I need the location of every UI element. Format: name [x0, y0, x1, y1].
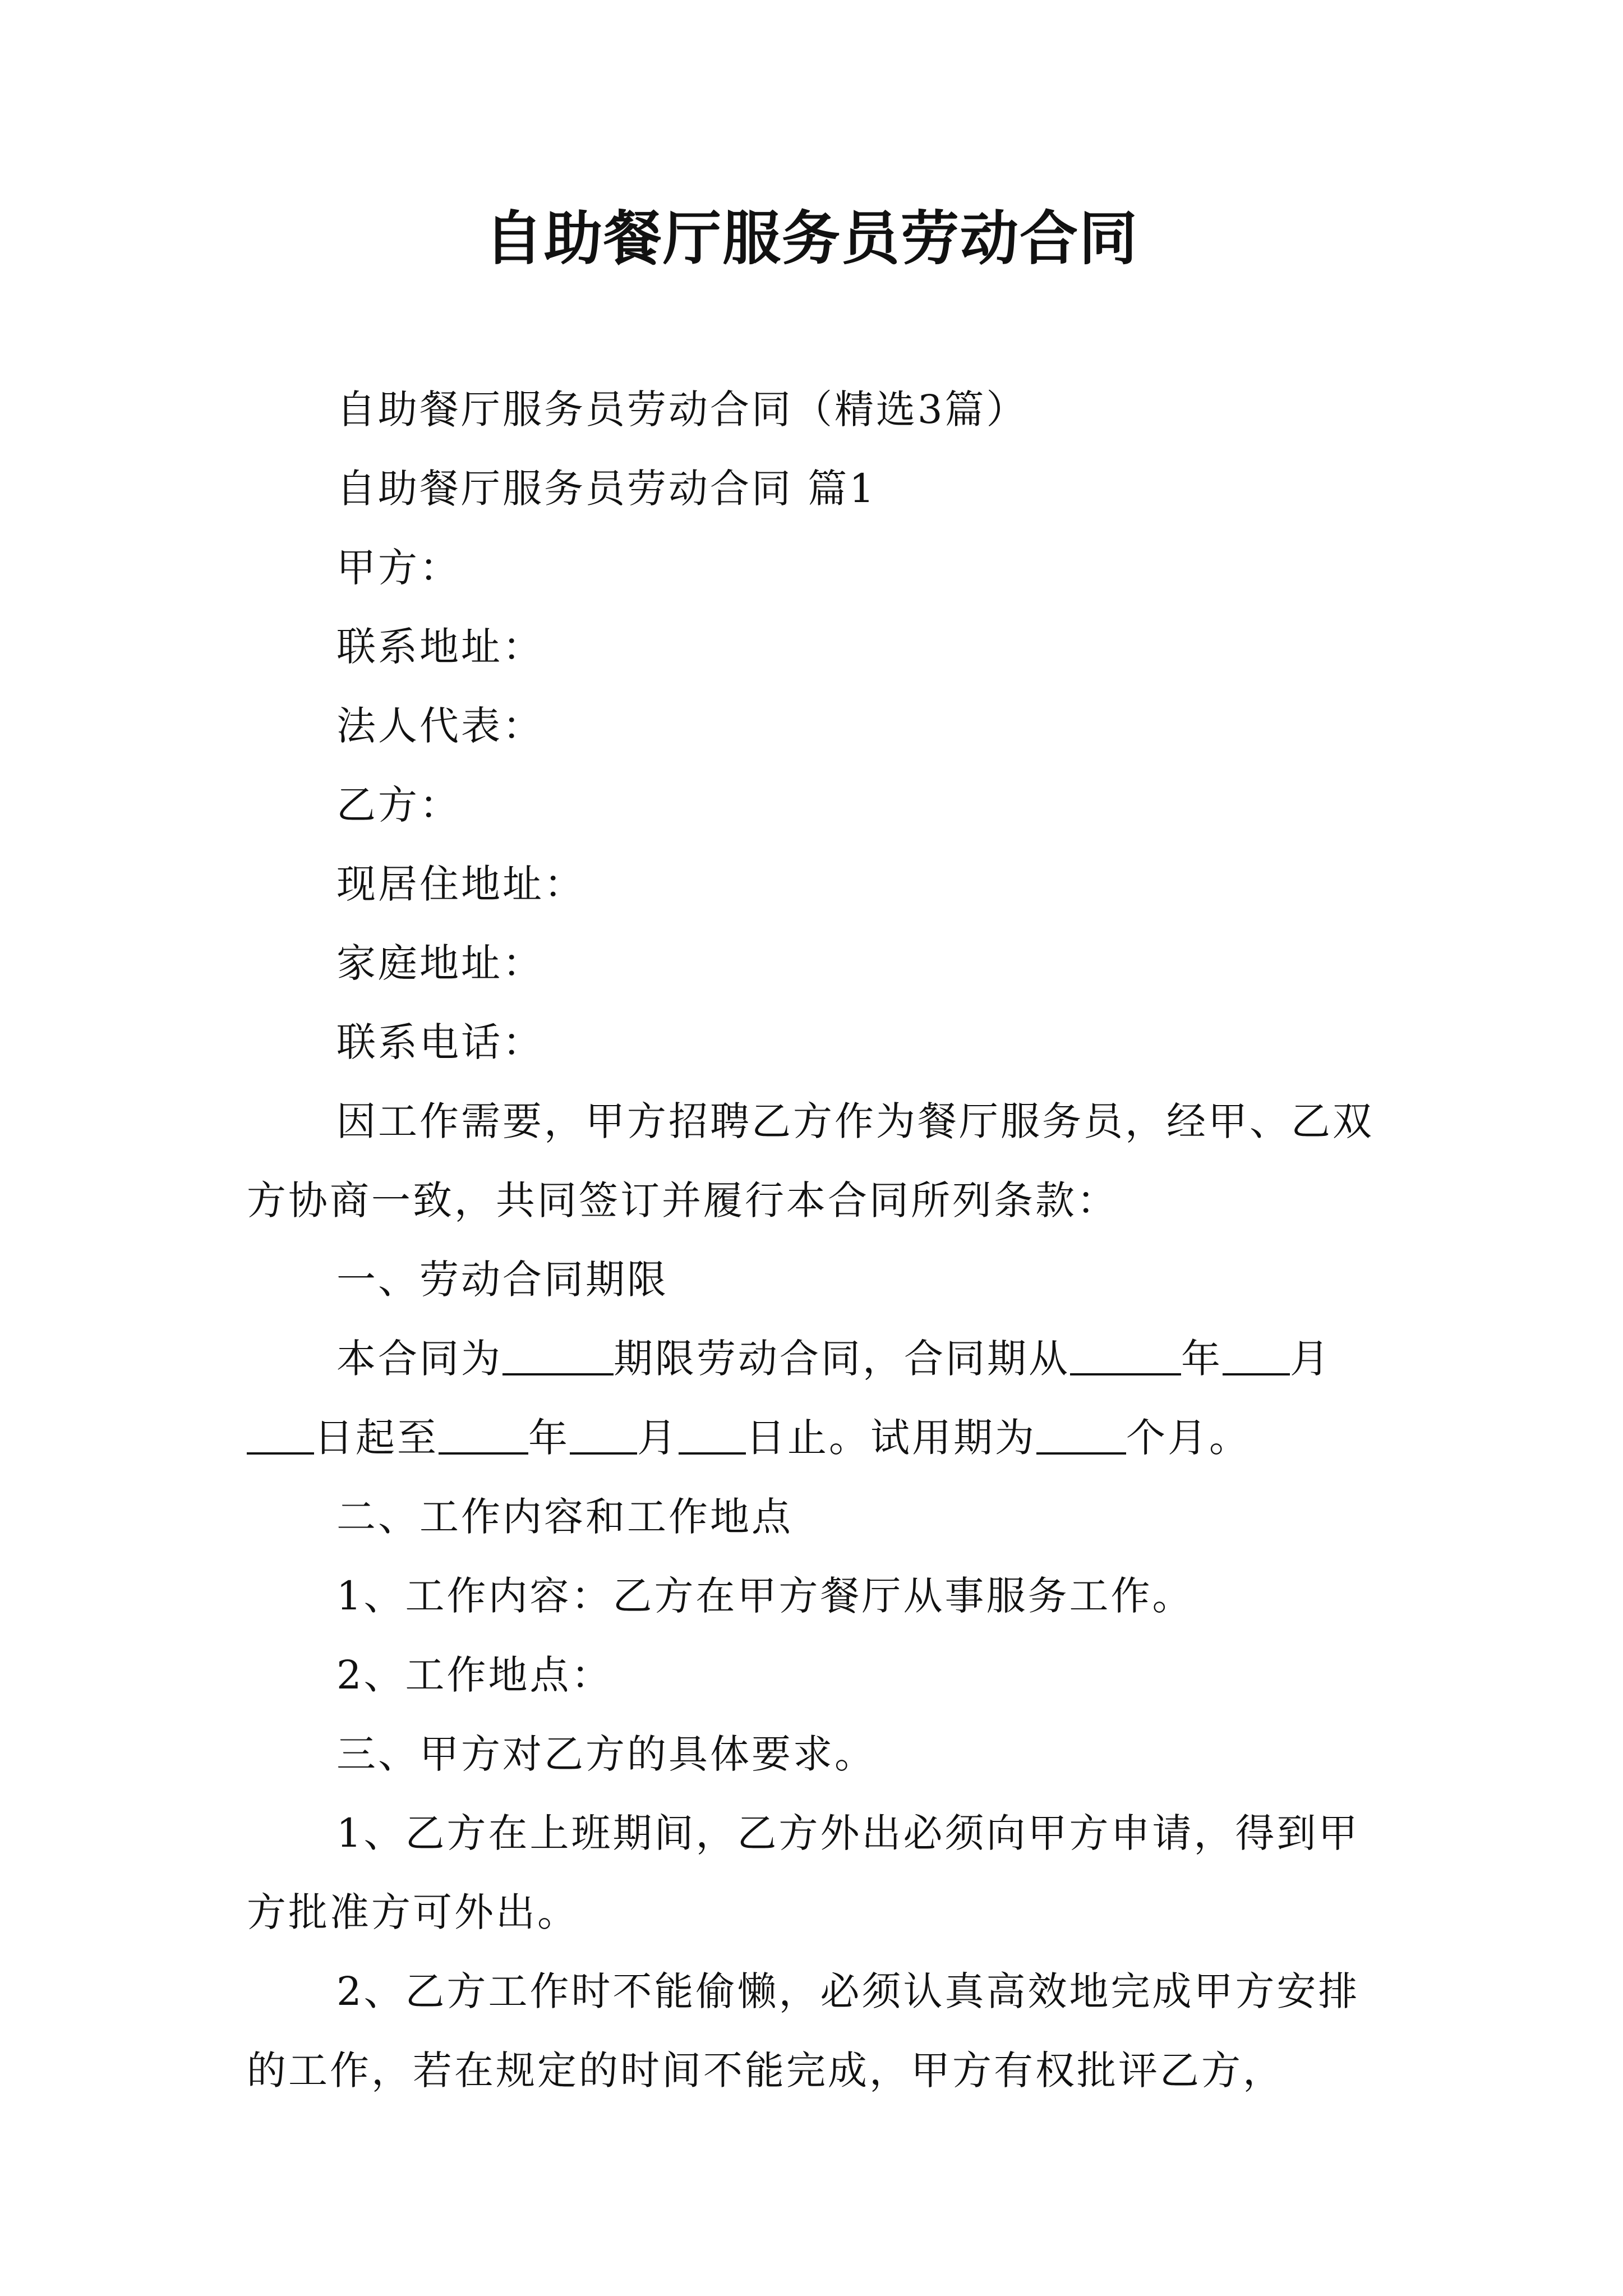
party-b-label: 乙方：	[336, 782, 461, 828]
preamble-paragraph: 因工作需要，甲方招聘乙方作为餐厅服务员，经甲、乙双方协商一致，共同签订并履行本合同所列条款：	[247, 1098, 1374, 1223]
work-content-item: 1、工作内容：乙方在甲方餐厅从事服务工作。	[336, 1573, 1194, 1619]
clause-2-heading: 二、工作内容和工作地点	[336, 1494, 793, 1540]
term-text-5: 日起至	[314, 1415, 439, 1461]
term-text-3: 年	[1181, 1336, 1223, 1382]
term-text-4: 月	[1290, 1336, 1331, 1382]
requirement-item-1: 1、乙方在上班期间，乙方外出必须向甲方申请，得到甲方批准方可外出。	[247, 1810, 1360, 1935]
phone-label: 联系电话：	[336, 1019, 544, 1065]
term-text-6: 年	[528, 1415, 570, 1461]
start-day-blank	[247, 1452, 314, 1455]
legal-representative-label: 法人代表：	[336, 703, 544, 749]
section-heading-paragraph: 自助餐厅服务员劳动合同 篇1	[336, 466, 877, 512]
party-a-label: 甲方：	[336, 545, 461, 591]
term-text-1: 本合同为	[336, 1336, 502, 1382]
term-text-7: 月	[637, 1415, 679, 1461]
requirement-item-2: 2、乙方工作时不能偷懒，必须认真高效地完成甲方安排的工作，若在规定的时间不能完成，甲方有权批评乙方，	[247, 1968, 1360, 2093]
contract-type-blank	[502, 1373, 614, 1375]
subtitle-paragraph: 自助餐厅服务员劳动合同（精选3篇）	[336, 386, 1028, 432]
document-body	[247, 370, 1391, 2110]
start-month-blank	[1223, 1373, 1290, 1375]
contact-address-label: 联系地址：	[336, 624, 544, 670]
clause-3-heading: 三、甲方对乙方的具体要求。	[336, 1731, 876, 1777]
start-year-blank	[1070, 1373, 1181, 1375]
end-month-blank	[570, 1452, 637, 1455]
probation-months-blank	[1036, 1452, 1126, 1455]
end-day-blank	[679, 1452, 746, 1455]
current-address-label: 现居住地址：	[336, 861, 585, 907]
term-clause-paragraph	[247, 1319, 1391, 1478]
document-title: 自助餐厅服务员劳动合同	[484, 204, 1138, 273]
home-address-label: 家庭地址：	[336, 940, 544, 986]
term-text-9: 个月。	[1126, 1415, 1251, 1461]
end-year-blank	[439, 1452, 528, 1455]
clause-1-heading: 一、劳动合同期限	[336, 1257, 668, 1303]
work-location-item: 2、工作地点：	[336, 1652, 613, 1698]
term-text-8: 日止。试用期为	[746, 1415, 1036, 1461]
term-text-2: 期限劳动合同，合同期从	[614, 1336, 1070, 1382]
